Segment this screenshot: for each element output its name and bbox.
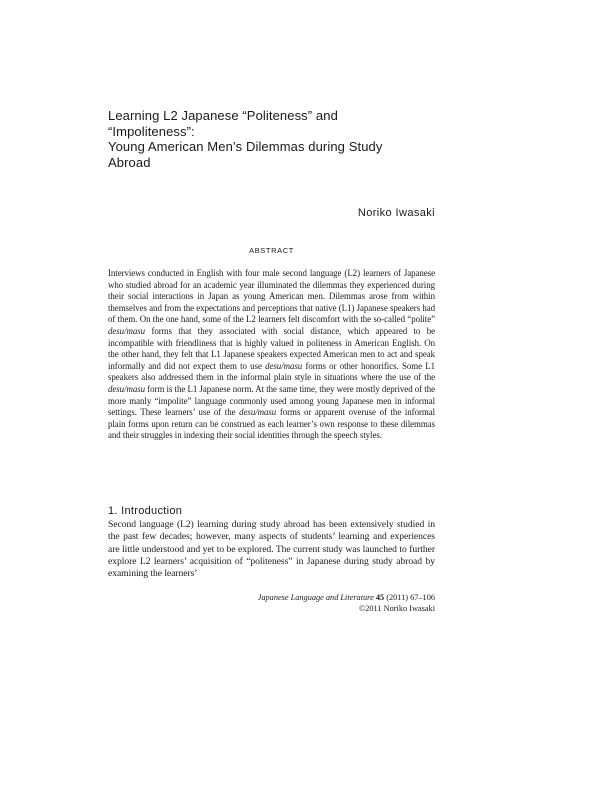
journal-citation — [258, 593, 435, 604]
abstract-emphasis: desu/masu — [108, 325, 146, 336]
abstract-emphasis: desu/masu — [239, 407, 277, 418]
title-line: “Impoliteness”: — [108, 123, 195, 139]
abstract-text: forms or apparent overuse of the informal plain forms upon return can be construed as each learner’s own response to these dilemmas and their struggles in indexing their social identities through the speech styles. — [108, 407, 436, 441]
journal-name: Japanese Language and Literature — [257, 593, 374, 602]
abstract-emphasis: desu/masu — [265, 360, 303, 371]
page-footer — [258, 593, 435, 614]
journal-issue-pages: (2011) 67–106 — [386, 593, 435, 602]
abstract-text: forms or other honorifics. Some L1 speakers also addressed them in the informal plain style in situations where the use of the — [108, 360, 435, 383]
abstract-text: Interviews conducted in English with four male second language (L2) learners of Japanese who studied abroad for an academic year illuminated the dilemmas they experienced during their social interactions in Japan as young American men. Dilemmas arose from within themselves and from the expectations and perceptions that native (L1) Japanese speakers had of them. On the one hand, some of the L2 learners felt discomfort with the so-called “polite” — [108, 268, 435, 325]
journal-volume: 45 — [375, 593, 385, 602]
paper-title — [108, 108, 438, 170]
abstract-body — [108, 268, 435, 442]
abstract-text: form is the L1 Japanese norm. At the same time, they were mostly deprived of the more manly “impolite” language commonly used among young Japanese men in informal settings. These learners’ use of the — [108, 383, 435, 418]
copyright-notice: ©2011 Noriko Iwasaki — [358, 603, 435, 613]
title-line: Learning L2 Japanese “Politeness” and — [108, 108, 338, 123]
title-line: Abroad — [108, 154, 151, 170]
author-name: Noriko Iwasaki — [357, 207, 435, 219]
abstract-heading: ABSTRACT — [249, 246, 294, 255]
abstract-text: forms that they associated with social distance, which appeared to be incompatible with friendliness that is highly valued in politeness in American English. On the other hand, they felt that L1 Japanese speakers expected American men to act and speak informally and did not expect them to use — [108, 325, 435, 371]
introduction-paragraph: Second language (L2) learning during study abroad has been extensively studied in the past few decades; however, many aspects of students’ learning and experiences are little understood and yet to be explored. The current study was launched to further explore L2 learners’ acquisition of “politeness” in Japanese during study abroad by examining the learners’ — [108, 519, 435, 580]
abstract-emphasis: desu/masu — [108, 383, 146, 394]
title-line: Young American Men’s Dilemmas during Study — [108, 139, 383, 154]
section-heading-introduction: 1. Introduction — [108, 505, 183, 517]
